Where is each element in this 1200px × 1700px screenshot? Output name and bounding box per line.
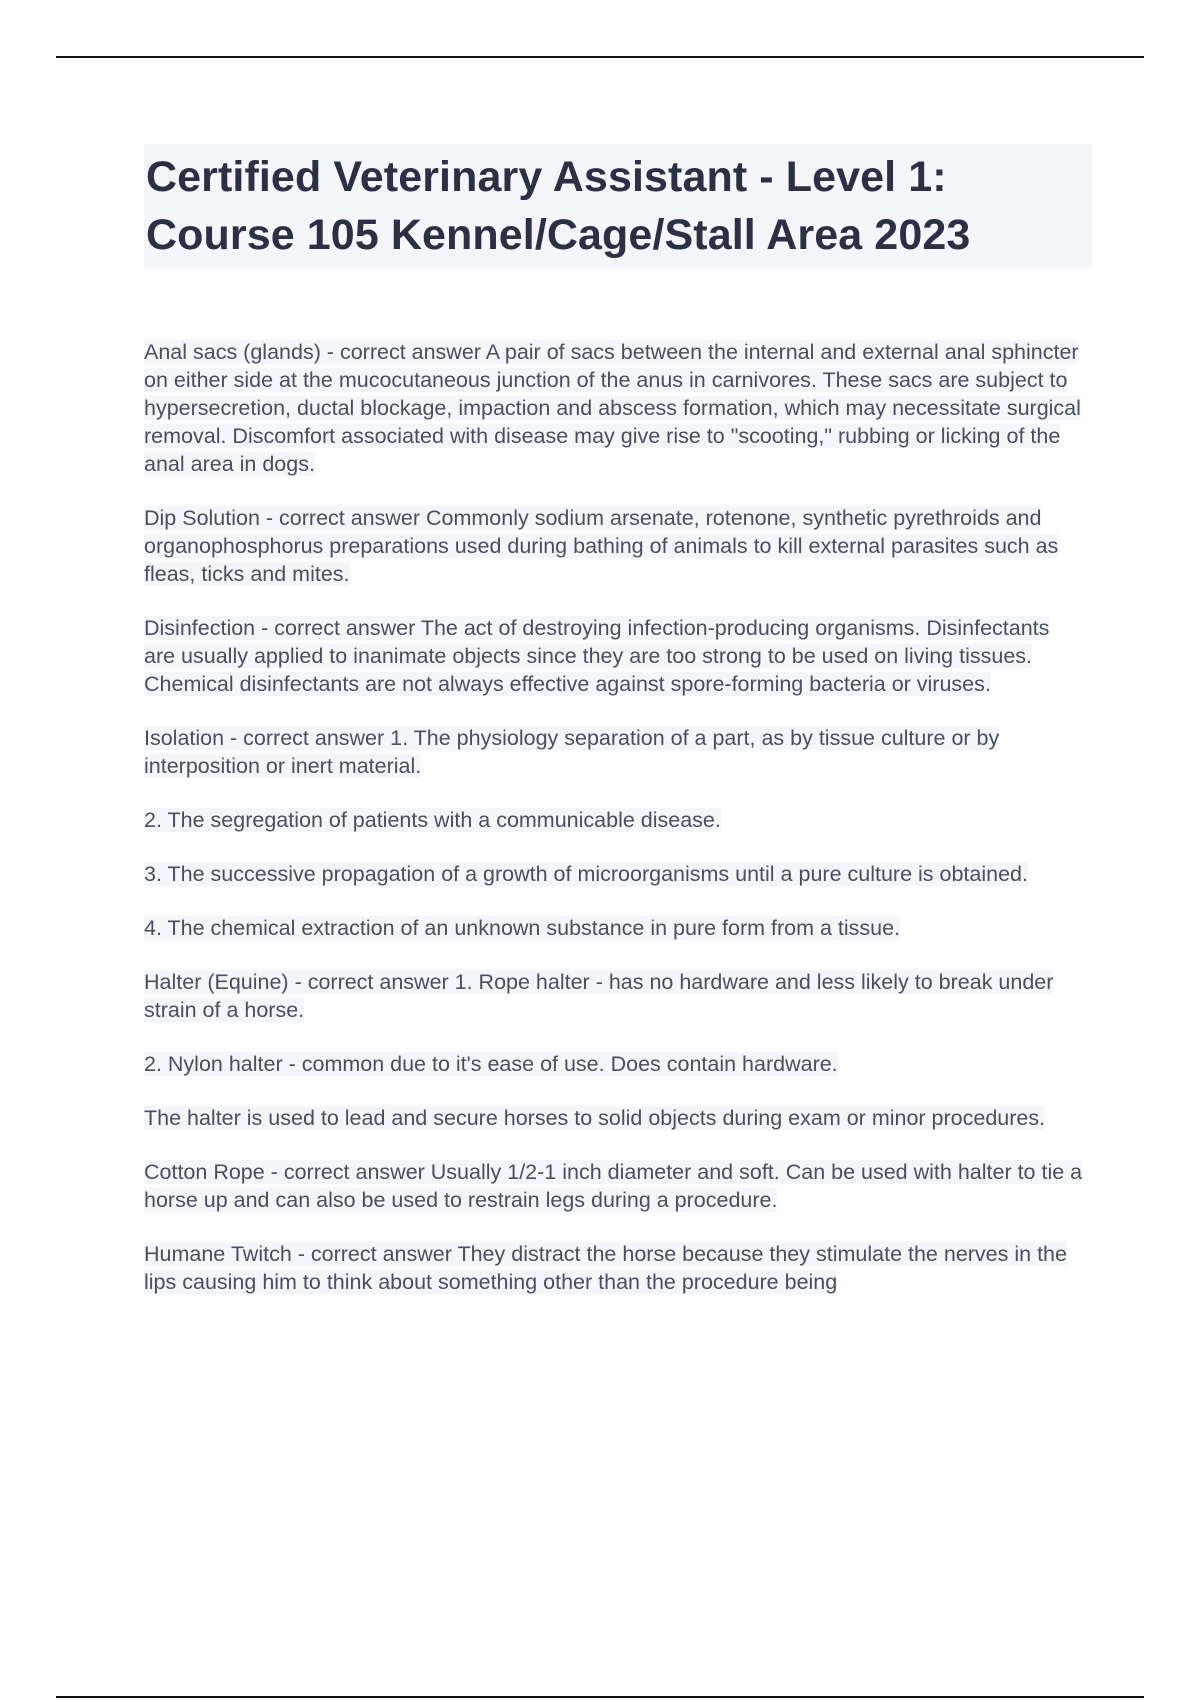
paragraph-text: Isolation - correct answer 1. The physiology separation of a part, as by tissue culture or by interposition or inert material. <box>144 726 1000 778</box>
top-rule <box>56 56 1144 58</box>
paragraph-text: Halter (Equine) - correct answer 1. Rope halter - has no hardware and less likely to break under strain of a horse. <box>144 970 1054 1022</box>
paragraph-anal-sacs <box>144 338 1084 478</box>
paragraph-halter-2 <box>144 1050 1084 1078</box>
paragraph-text: Disinfection - correct answer The act of destroying infection-producing organisms. Disinfectants are usually applied to inanimate objects since they are too strong to be used on living tissues. Chemical disinfectants are not always effective against spore-forming bacteria or viruses. <box>144 616 1050 696</box>
paragraph-isolation-2 <box>144 806 1084 834</box>
bottom-rule <box>56 1696 1144 1698</box>
paragraph-dip-solution <box>144 504 1084 588</box>
paragraph-disinfection <box>144 614 1084 698</box>
paragraph-isolation-1 <box>144 724 1084 780</box>
paragraph-isolation-4 <box>144 914 1084 942</box>
paragraph-text: 2. The segregation of patients with a communicable disease. <box>144 808 721 832</box>
paragraph-text: 3. The successive propagation of a growth of microorganisms until a pure culture is obtained. <box>144 862 1028 886</box>
title-line-2: Course 105 Kennel/Cage/Stall Area 2023 <box>146 211 971 259</box>
paragraph-isolation-3 <box>144 860 1084 888</box>
document-title <box>146 148 1090 264</box>
paragraph-text: The halter is used to lead and secure horses to solid objects during exam or minor procedures. <box>144 1106 1046 1130</box>
paragraph-text: 2. Nylon halter - common due to it's ease of use. Does contain hardware. <box>144 1052 838 1076</box>
paragraph-halter-usage <box>144 1104 1084 1132</box>
paragraph-halter-1 <box>144 968 1084 1024</box>
paragraph-text: 4. The chemical extraction of an unknown substance in pure form from a tissue. <box>144 916 901 940</box>
paragraph-text: Anal sacs (glands) - correct answer A pair of sacs between the internal and external anal sphincter on either side at the mucocutaneous junction of the anus in carnivores. These sacs are subject to hypersecretion, ductal blockage, impaction and abscess formation, which may necessitate surgical removal. Discomfort associated with disease may give rise to "scooting," rubbing or licking of the anal area in dogs. <box>144 340 1081 476</box>
paragraph-text: Cotton Rope - correct answer Usually 1/2-1 inch diameter and soft. Can be used with halter to tie a horse up and can also be used to restrain legs during a procedure. <box>144 1160 1083 1212</box>
paragraph-humane-twitch <box>144 1240 1084 1296</box>
document-body <box>144 338 1084 1322</box>
paragraph-text: Humane Twitch - correct answer They distract the horse because they stimulate the nerves in the lips causing him to think about something other than the procedure being <box>144 1242 1067 1294</box>
paragraph-text: Dip Solution - correct answer Commonly sodium arsenate, rotenone, synthetic pyrethroids and organophosphorus preparations used during bathing of animals to kill external parasites such as fleas, ticks and mites. <box>144 506 1059 586</box>
paragraph-cotton-rope <box>144 1158 1084 1214</box>
title-line-1: Certified Veterinary Assistant - Level 1: <box>146 153 947 201</box>
title-block <box>144 144 1092 268</box>
